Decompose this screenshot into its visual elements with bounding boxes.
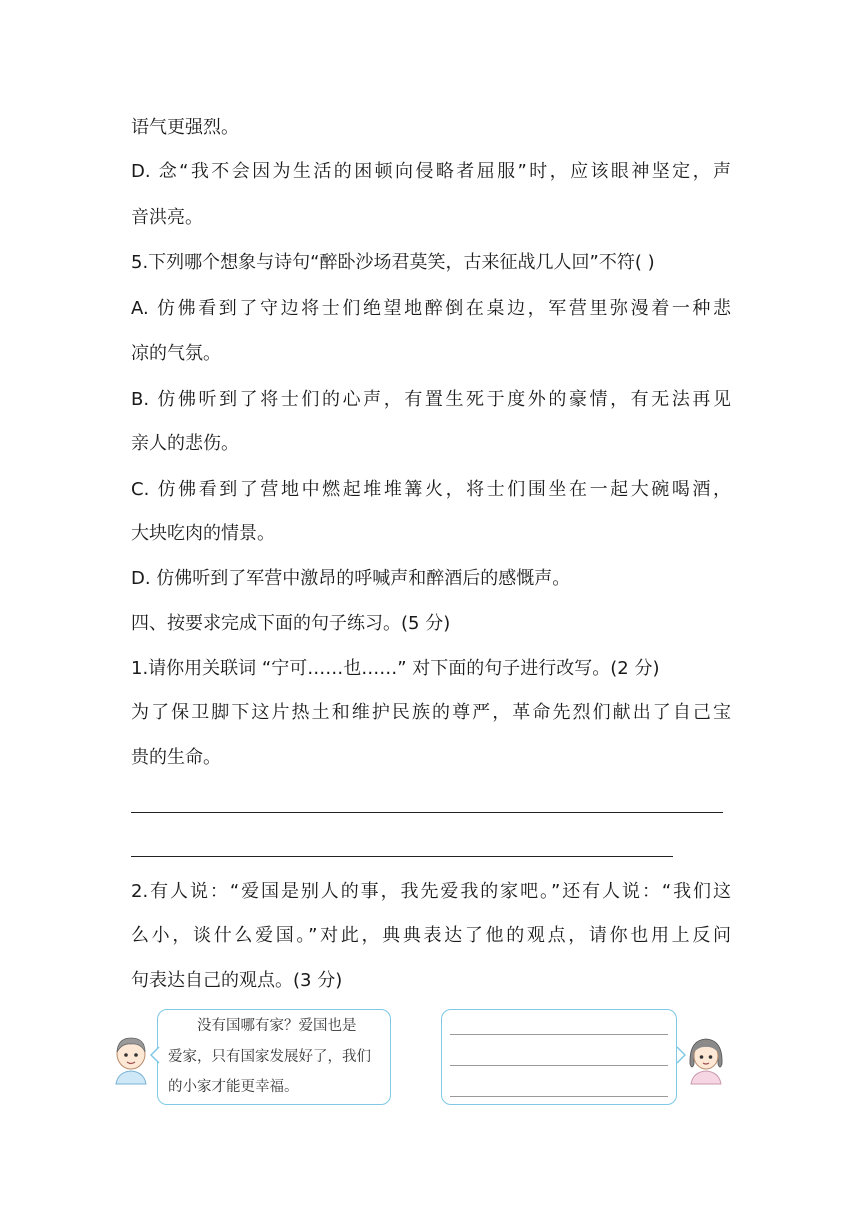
bubble-answer-line[interactable] — [450, 1096, 668, 1097]
question-5: 5.下列哪个想象与诗句“醉卧沙场君莫笑，古来征战几人回”不符( ) — [131, 252, 655, 273]
bubble-text-line: 没有国哪有家？爱国也是 — [168, 1018, 357, 1034]
girl-avatar-icon — [684, 1034, 728, 1086]
bubble-answer-line[interactable] — [450, 1034, 668, 1035]
speech-bubble-left — [157, 1009, 391, 1105]
question-1-sentence-cont: 贵的生命。 — [131, 747, 221, 768]
question-2-cont: 么小，谈什么爱国。”对此，典典表达了他的观点，请你也用上反问 — [131, 925, 731, 946]
text-line: 语气更强烈。 — [131, 117, 239, 138]
bubble-text-line: 爱家，只有国家发展好了，我们 — [168, 1049, 371, 1065]
option-c-cont: 大块吃肉的情景。 — [131, 523, 275, 544]
option-c: C. 仿佛看到了营地中燃起堆堆篝火，将士们围坐在一起大碗喝酒， — [131, 479, 731, 500]
bubble-answer-line[interactable] — [450, 1065, 668, 1066]
option-b: B. 仿佛听到了将士们的心声，有置生死于度外的豪情，有无法再见 — [131, 389, 731, 410]
option-d: D. 仿佛听到了军营中激昂的呼喊声和醉酒后的感慨声。 — [131, 568, 571, 589]
text-line: 音洪亮。 — [131, 207, 203, 228]
option-b-cont: 亲人的悲伤。 — [131, 433, 239, 454]
question-2: 2.有人说：“爱国是别人的事，我先爱我的家吧。”还有人说：“我们这 — [131, 881, 731, 902]
option-d-item4: D. 念“我不会因为生活的困顿向侵略者屈服”时，应该眼神坚定，声 — [131, 161, 731, 182]
section-4-heading: 四、按要求完成下面的句子练习。(5 分) — [131, 613, 451, 634]
answer-line[interactable] — [131, 812, 723, 813]
question-1: 1.请你用关联词 “宁可……也……” 对下面的句子进行改写。(2 分) — [131, 658, 660, 679]
option-a: A. 仿佛看到了守边将士们绝望地醉倒在桌边，军营里弥漫着一种悲 — [131, 298, 731, 319]
bubble-text-line: 的小家才能更幸福。 — [168, 1079, 299, 1095]
speech-bubble-right[interactable] — [441, 1009, 677, 1105]
option-a-cont: 凉的气氛。 — [131, 343, 221, 364]
question-2-cont: 句表达自己的观点。(3 分) — [131, 970, 343, 991]
boy-avatar-icon — [108, 1034, 154, 1086]
bubble-tail-left — [150, 1046, 160, 1064]
question-1-sentence: 为了保卫脚下这片热土和维护民族的尊严，革命先烈们献出了自己宝 — [131, 702, 731, 723]
answer-line[interactable] — [131, 856, 673, 857]
